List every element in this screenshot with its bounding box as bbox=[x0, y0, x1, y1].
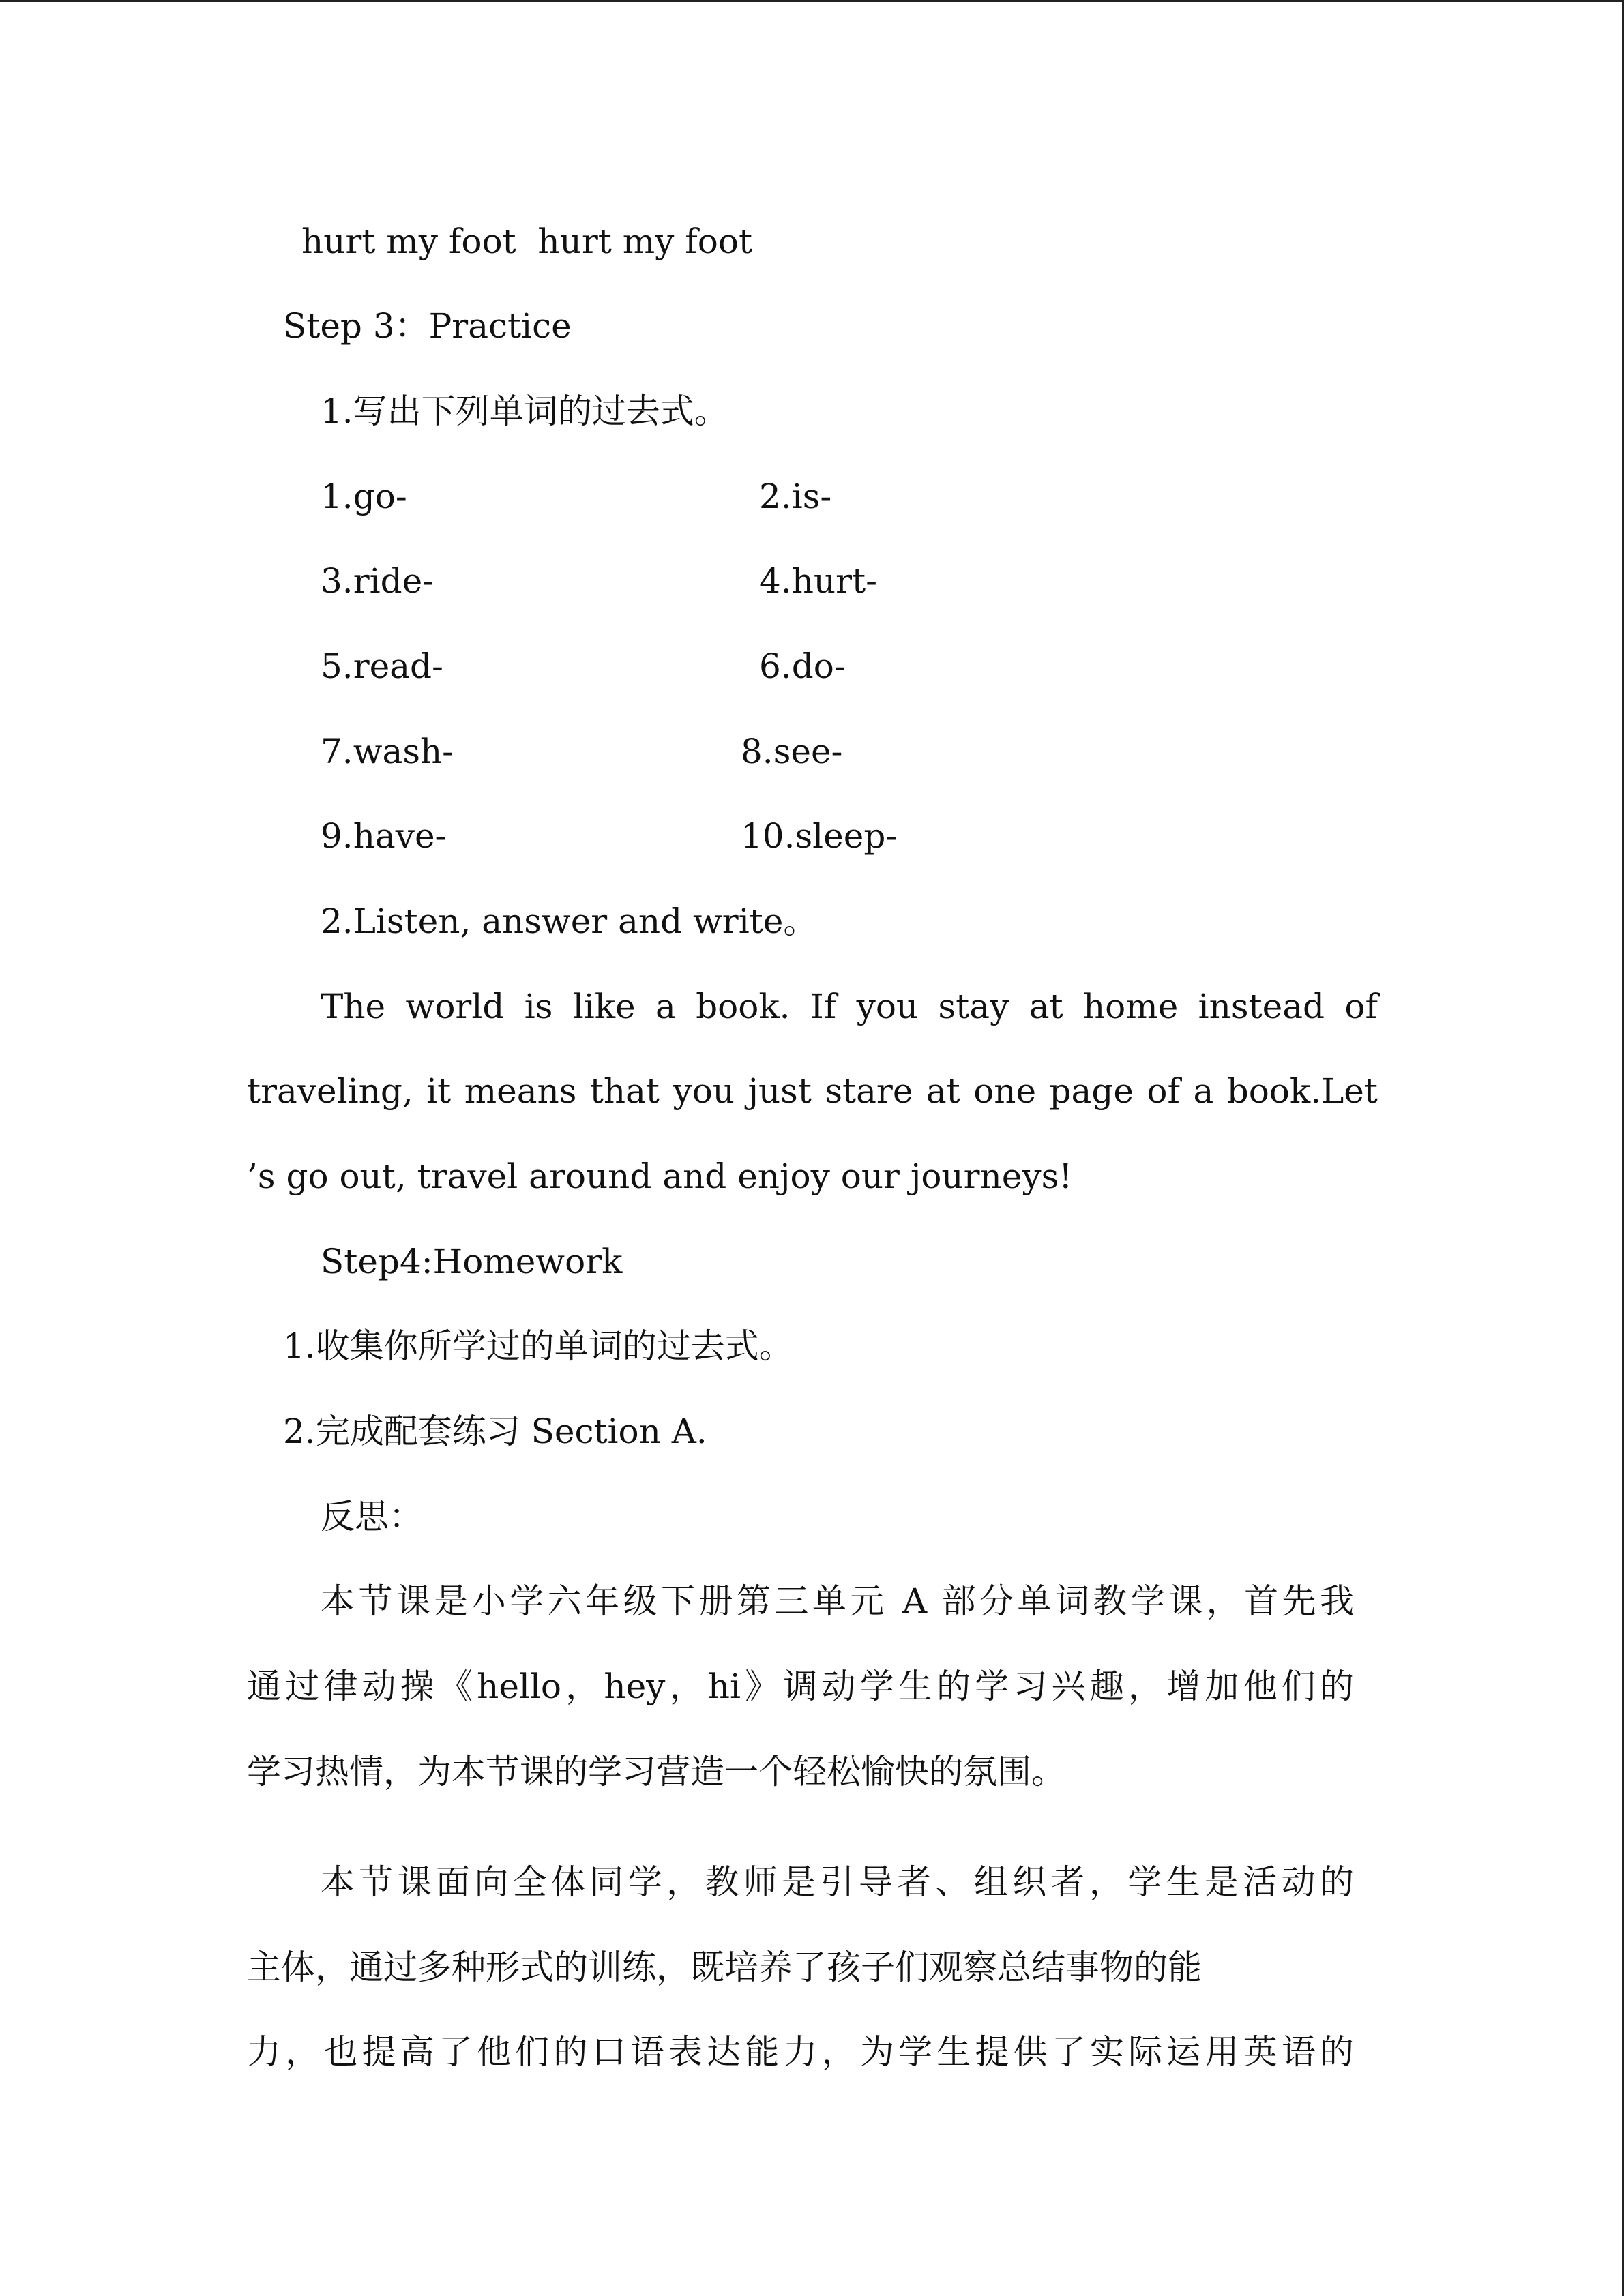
passage-line-3: ’s go out, travel around and enjoy our journeys! bbox=[247, 1157, 1073, 1196]
word-item-5: 5.read- bbox=[321, 646, 443, 686]
word-item-7: 7.wash- bbox=[321, 732, 454, 771]
reflection-heading: 反思： bbox=[321, 1497, 423, 1536]
homework-item-1: 1.收集你所学过的单词的过去式。 bbox=[283, 1326, 793, 1366]
word-item-9: 9.have- bbox=[321, 816, 447, 856]
passage-line-2: traveling, it means that you just stare at one page of a book.Let bbox=[247, 1071, 1378, 1111]
page-border-top bbox=[0, 0, 1624, 2]
reflection-para1-line3: 学习热情，为本节课的学习营造一个轻松愉快的氛围。 bbox=[247, 1752, 1065, 1791]
heading-step4-homework: Step4:Homework bbox=[321, 1242, 623, 1281]
heading-step3-practice: Step 3：Practice bbox=[283, 306, 572, 346]
word-item-3: 3.ride- bbox=[321, 561, 434, 601]
exercise-2-instruction: 2.Listen, answer and write。 bbox=[321, 901, 818, 941]
word-item-8: 8.see- bbox=[741, 732, 843, 771]
reflection-para1-line1: 本节课是小学六年级下册第三单元 A 部分单词教学课，首先我 bbox=[321, 1581, 1354, 1621]
reflection-para2-line3: 力，也提高了他们的口语表达能力，为学生提供了实际运用英语的 bbox=[247, 2032, 1354, 2072]
exercise-1-instruction: 1.写出下列单词的过去式。 bbox=[321, 391, 728, 431]
word-item-10: 10.sleep- bbox=[741, 816, 898, 856]
passage-line-1: The world is like a book. If you stay at home instead of bbox=[321, 987, 1378, 1026]
word-item-2: 2.is- bbox=[759, 477, 832, 516]
homework-item-2: 2.完成配套练习 Section A. bbox=[283, 1412, 707, 1451]
reflection-para2-line2: 主体，通过多种形式的训练，既培养了孩子们观察总结事物的能 bbox=[247, 1948, 1202, 1987]
word-item-1: 1.go- bbox=[321, 477, 407, 516]
reflection-para1-line2: 通过律动操《hello，hey，hi》调动学生的学习兴趣，增加他们的 bbox=[247, 1667, 1354, 1706]
word-item-6: 6.do- bbox=[759, 646, 846, 686]
text-line-hurt-my-foot: hurt my foot hurt my foot bbox=[301, 222, 753, 261]
reflection-para2-line1: 本节课面向全体同学，教师是引导者、组织者，学生是活动的 bbox=[321, 1862, 1354, 1902]
word-item-4: 4.hurt- bbox=[759, 561, 877, 601]
